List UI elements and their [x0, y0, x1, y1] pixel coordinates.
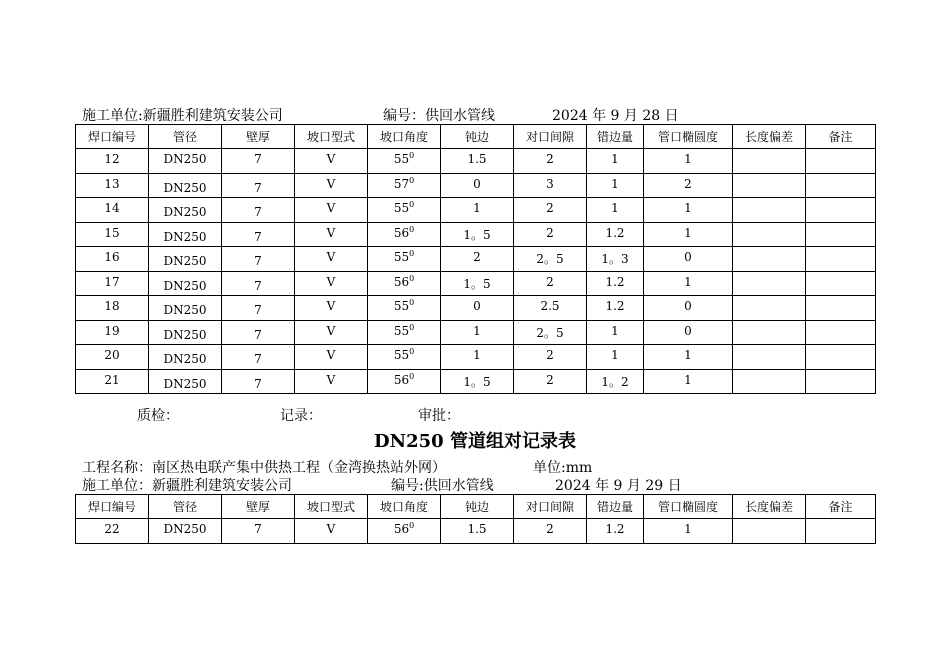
angle-value: 55: [393, 250, 410, 264]
table-row: [76, 271, 876, 296]
angle-value: 56: [393, 522, 410, 536]
blunt-edge-cell: 0: [441, 296, 514, 321]
length-deviation-cell: [733, 519, 806, 544]
weld-no-cell: 19: [76, 320, 149, 345]
column-header: 坡口角度: [368, 495, 441, 519]
column-header: 对口间隙: [514, 495, 587, 519]
column-header: 壁厚: [222, 125, 295, 149]
blunt-edge-cell: 1: [441, 320, 514, 345]
degree-mark: 0: [409, 347, 415, 356]
remarks-cell: [806, 247, 876, 272]
column-header: 错边量: [587, 495, 644, 519]
remarks-cell: [806, 222, 876, 247]
bevel-angle-cell: [368, 519, 441, 544]
degree-mark: 0: [409, 322, 415, 332]
wall-thickness-cell: 7: [222, 271, 295, 296]
length-deviation-cell: [733, 345, 806, 370]
column-header: 钝边: [441, 495, 514, 519]
pipe-alignment-table-1: [75, 124, 876, 394]
gap-cell: 2: [514, 519, 587, 544]
gap-cell: 3: [514, 173, 587, 198]
remarks-cell: [806, 296, 876, 321]
ovality-cell: 1: [644, 222, 733, 247]
bevel-angle-cell: [368, 369, 441, 394]
record-code-2: 编号:供回水管线: [391, 478, 494, 494]
degree-mark: 0: [409, 249, 415, 258]
blunt-edge-cell: 1。5: [441, 369, 514, 394]
table-row: [76, 369, 876, 394]
table-row: [76, 222, 876, 247]
ovality-cell: 1: [644, 149, 733, 174]
wall-thickness-cell: 7: [222, 320, 295, 345]
ovality-cell: 0: [644, 320, 733, 345]
header-line-2: [0, 478, 950, 494]
angle-value: 55: [393, 201, 410, 215]
length-deviation-cell: [733, 369, 806, 394]
bevel-angle-cell: [368, 247, 441, 272]
column-header: 坡口型式: [295, 125, 368, 149]
column-header: 坡口角度: [368, 125, 441, 149]
angle-value: 56: [393, 225, 410, 240]
blunt-edge-cell: 1。5: [441, 222, 514, 247]
gap-cell: 2: [514, 369, 587, 394]
wall-thickness-cell: 7: [222, 296, 295, 321]
length-deviation-cell: [733, 222, 806, 247]
ovality-cell: 1: [644, 519, 733, 544]
wall-thickness-cell: 7: [222, 369, 295, 394]
misalignment-cell: 1。2: [587, 369, 644, 394]
bevel-angle-cell: [368, 198, 441, 223]
wall-thickness-cell: 7: [222, 198, 295, 223]
bevel-type-cell: V: [295, 345, 368, 370]
ovality-cell: 1: [644, 271, 733, 296]
diameter-cell: DN250: [149, 247, 222, 272]
angle-value: 55: [393, 152, 410, 166]
angle-value: 55: [393, 299, 410, 313]
blunt-edge-cell: 1: [441, 345, 514, 370]
column-header: 管径: [149, 125, 222, 149]
blunt-edge-cell: 2: [441, 247, 514, 272]
table-header-row: [76, 125, 876, 149]
angle-value: 55: [393, 348, 410, 362]
weld-no-cell: 13: [76, 173, 149, 198]
misalignment-cell: 1: [587, 198, 644, 223]
diameter-cell: DN250: [149, 519, 222, 544]
misalignment-cell: 1.2: [587, 296, 644, 321]
gap-cell: 2: [514, 345, 587, 370]
misalignment-cell: 1。3: [587, 247, 644, 272]
blunt-edge-cell: 1。5: [441, 271, 514, 296]
bevel-type-cell: V: [295, 271, 368, 296]
bevel-type-cell: V: [295, 149, 368, 174]
remarks-cell: [806, 198, 876, 223]
remarks-cell: [806, 173, 876, 198]
degree-mark: 0: [409, 298, 415, 307]
ovality-cell: 1: [644, 345, 733, 370]
column-header: 错边量: [587, 125, 644, 149]
gap-cell: 2: [514, 149, 587, 174]
construction-unit-2: 施工单位：新疆胜利建筑安装公司: [82, 478, 292, 494]
project-line: [0, 460, 950, 476]
weld-no-cell: 22: [76, 519, 149, 544]
bevel-angle-cell: [368, 296, 441, 321]
bevel-angle-cell: [368, 149, 441, 174]
bevel-angle-cell: [368, 222, 441, 247]
angle-value: 56: [393, 372, 410, 387]
table-row: [76, 198, 876, 223]
degree-mark: 0: [409, 371, 415, 381]
unit-of-measure: 单位:mm: [533, 460, 593, 476]
degree-mark: 0: [409, 151, 415, 160]
table-row: [76, 320, 876, 345]
table-row: [76, 149, 876, 174]
ovality-cell: 1: [644, 369, 733, 394]
gap-cell: 2.5: [514, 296, 587, 321]
length-deviation-cell: [733, 320, 806, 345]
qc-label: 质检：: [137, 408, 179, 424]
blunt-edge-cell: 1: [441, 198, 514, 223]
column-header: 备注: [806, 125, 876, 149]
table-header-row: [76, 495, 876, 519]
project-name: 工程名称：南区热电联产集中供热工程（金湾换热站外网）: [82, 460, 446, 476]
gap-cell: 2。5: [514, 247, 587, 272]
bevel-type-cell: V: [295, 222, 368, 247]
blunt-edge-cell: 0: [441, 173, 514, 198]
column-header: 焊口编号: [76, 495, 149, 519]
weld-no-cell: 20: [76, 345, 149, 370]
record-code: 编号：供回水管线: [383, 108, 495, 124]
gap-cell: 2: [514, 198, 587, 223]
remarks-cell: [806, 271, 876, 296]
column-header: 焊口编号: [76, 125, 149, 149]
bevel-type-cell: V: [295, 198, 368, 223]
degree-mark: 0: [409, 273, 415, 283]
bevel-type-cell: V: [295, 247, 368, 272]
page-title: DN250 管道组对记录表: [374, 431, 576, 452]
length-deviation-cell: [733, 271, 806, 296]
table-row: [76, 296, 876, 321]
ovality-cell: 0: [644, 296, 733, 321]
column-header: 对口间隙: [514, 125, 587, 149]
remarks-cell: [806, 320, 876, 345]
length-deviation-cell: [733, 198, 806, 223]
blunt-edge-cell: 1.5: [441, 519, 514, 544]
construction-unit: 施工单位:新疆胜利建筑安装公司: [82, 108, 283, 124]
bevel-type-cell: V: [295, 369, 368, 394]
bevel-angle-cell: [368, 320, 441, 345]
degree-mark: 0: [409, 175, 415, 185]
length-deviation-cell: [733, 296, 806, 321]
table-row: [76, 247, 876, 272]
misalignment-cell: 1: [587, 173, 644, 198]
column-header: 钝边: [441, 125, 514, 149]
weld-no-cell: 12: [76, 149, 149, 174]
table-row: [76, 345, 876, 370]
bevel-type-cell: V: [295, 519, 368, 544]
misalignment-cell: 1.2: [587, 519, 644, 544]
degree-mark: 0: [409, 200, 415, 209]
remarks-cell: [806, 345, 876, 370]
column-header: 长度偏差: [733, 125, 806, 149]
bevel-type-cell: V: [295, 296, 368, 321]
recorder-label: 记录：: [280, 408, 322, 424]
signature-line: [0, 408, 950, 424]
table-row: [76, 519, 876, 544]
ovality-cell: 0: [644, 247, 733, 272]
column-header: 管口椭圆度: [644, 125, 733, 149]
diameter-cell: DN250: [149, 369, 222, 394]
bevel-type-cell: V: [295, 320, 368, 345]
misalignment-cell: 1: [587, 345, 644, 370]
misalignment-cell: 1: [587, 320, 644, 345]
diameter-cell: DN250: [149, 345, 222, 370]
wall-thickness-cell: 7: [222, 173, 295, 198]
gap-cell: 2。5: [514, 320, 587, 345]
wall-thickness-cell: 7: [222, 247, 295, 272]
weld-no-cell: 16: [76, 247, 149, 272]
weld-no-cell: 14: [76, 198, 149, 223]
remarks-cell: [806, 149, 876, 174]
diameter-cell: DN250: [149, 271, 222, 296]
remarks-cell: [806, 369, 876, 394]
misalignment-cell: 1.2: [587, 222, 644, 247]
degree-mark: 0: [409, 521, 415, 530]
ovality-cell: 2: [644, 173, 733, 198]
angle-value: 55: [393, 323, 410, 338]
blunt-edge-cell: 1.5: [441, 149, 514, 174]
diameter-cell: DN250: [149, 222, 222, 247]
gap-cell: 2: [514, 222, 587, 247]
bevel-angle-cell: [368, 345, 441, 370]
gap-cell: 2: [514, 271, 587, 296]
remarks-cell: [806, 519, 876, 544]
column-header: 坡口型式: [295, 495, 368, 519]
wall-thickness-cell: 7: [222, 222, 295, 247]
column-header: 壁厚: [222, 495, 295, 519]
column-header: 管口椭圆度: [644, 495, 733, 519]
wall-thickness-cell: 7: [222, 519, 295, 544]
weld-no-cell: 21: [76, 369, 149, 394]
misalignment-cell: 1.2: [587, 271, 644, 296]
angle-value: 57: [393, 176, 410, 191]
column-header: 管径: [149, 495, 222, 519]
length-deviation-cell: [733, 247, 806, 272]
approval-label: 审批：: [418, 408, 460, 424]
column-header: 备注: [806, 495, 876, 519]
bevel-angle-cell: [368, 271, 441, 296]
header-line-1: [0, 108, 950, 124]
wall-thickness-cell: 7: [222, 149, 295, 174]
ovality-cell: 1: [644, 198, 733, 223]
diameter-cell: DN250: [149, 296, 222, 321]
length-deviation-cell: [733, 173, 806, 198]
weld-no-cell: 17: [76, 271, 149, 296]
column-header: 长度偏差: [733, 495, 806, 519]
pipe-alignment-table-2: [75, 494, 876, 544]
wall-thickness-cell: 7: [222, 345, 295, 370]
degree-mark: 0: [409, 224, 415, 234]
bevel-angle-cell: [368, 173, 441, 198]
bevel-type-cell: V: [295, 173, 368, 198]
diameter-cell: DN250: [149, 198, 222, 223]
diameter-cell: DN250: [149, 149, 222, 174]
length-deviation-cell: [733, 149, 806, 174]
record-date: 2024 年 9 月 28 日: [552, 108, 679, 124]
diameter-cell: DN250: [149, 320, 222, 345]
diameter-cell: DN250: [149, 173, 222, 198]
record-date-2: 2024 年 9 月 29 日: [555, 478, 682, 494]
misalignment-cell: 1: [587, 149, 644, 174]
weld-no-cell: 15: [76, 222, 149, 247]
weld-no-cell: 18: [76, 296, 149, 321]
table-row: [76, 173, 876, 198]
angle-value: 56: [393, 274, 410, 289]
